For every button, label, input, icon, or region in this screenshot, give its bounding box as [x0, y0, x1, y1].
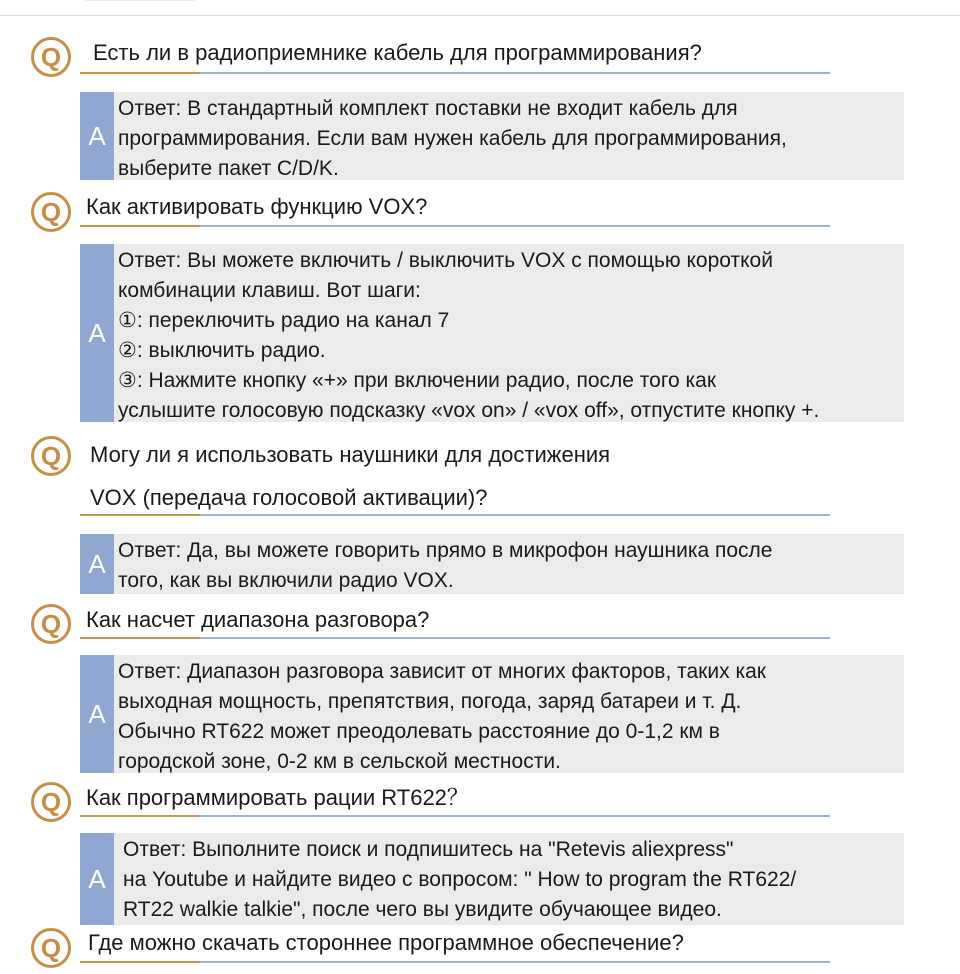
question-text: Где можно скачать стороннее программное обеспечение?	[88, 930, 684, 955]
question-badge: Q	[31, 928, 71, 968]
question-badge: Q	[31, 604, 71, 644]
question-text: Есть ли в радиоприемнике кабель для программирования?	[93, 40, 702, 65]
answer-line: комбинации клавиш. Вот шаги:	[118, 279, 421, 302]
answer-line: Обычно RT622 может преодолевать расстояние до 0-1,2 км в	[118, 720, 720, 743]
answer-line: Ответ: Вы можете включить / выключить VOX с помощью короткой	[118, 249, 773, 272]
top-faint-rule	[85, 0, 195, 1]
answer-line: RT22 walkie talkie", после чего вы увидите обучающее видео.	[123, 898, 722, 921]
question-underline	[80, 815, 830, 817]
answer-text	[118, 536, 900, 596]
question-text: Могу ли я использовать наушники для достижения	[90, 442, 611, 467]
answer-line: городской зоне, 0-2 км в сельской местности.	[118, 750, 561, 773]
answer-line: того, как вы включили радио VOX.	[118, 569, 454, 592]
answer-line: Ответ: Выполните поиск и подпишитесь на "Retevis aliexpress"	[123, 838, 734, 861]
answer-box	[80, 534, 904, 594]
answer-badge: A	[80, 655, 114, 773]
question-underline	[80, 961, 830, 963]
answer-box	[80, 833, 904, 925]
answer-line: на Youtube и найдите видео с вопросом: " How to program the RT622/	[123, 868, 797, 891]
answer-badge: A	[80, 833, 114, 925]
answer-text	[118, 246, 900, 426]
question-badge: Q	[31, 37, 71, 77]
question-underline	[80, 225, 830, 227]
question-text: Как активировать функцию VOX?	[86, 194, 428, 219]
answer-badge: A	[80, 244, 114, 422]
answer-line: программирования. Если вам нужен кабель для программирования,	[118, 127, 787, 150]
question-badge: Q	[31, 782, 71, 822]
answer-line: выходная мощность, препятствия, погода, заряд батареи и т. Д.	[118, 690, 742, 713]
question-underline	[80, 514, 830, 516]
answer-line: ①: переключить радио на канал 7	[118, 309, 450, 332]
answer-line: ③: Нажмите кнопку «+» при включении радио, после того как	[118, 369, 717, 392]
top-divider	[0, 15, 960, 16]
answer-badge: A	[80, 534, 114, 594]
question-underline	[80, 72, 830, 74]
answer-box	[80, 655, 904, 773]
question-badge: Q	[31, 192, 71, 232]
question-text: Как насчет диапазона разговора?	[86, 607, 430, 632]
answer-line: Ответ: В стандартный комплект поставки не входит кабель для	[118, 97, 738, 120]
question-underline	[80, 637, 830, 639]
answer-line: Ответ: Диапазон разговора зависит от многих факторов, таких как	[118, 660, 766, 683]
answer-box	[80, 92, 904, 180]
question-text: Как программировать рации RT622？	[86, 785, 469, 810]
question-text: VOX (передача голосовой активации)?	[90, 485, 488, 510]
answer-box	[80, 244, 904, 422]
answer-line: Ответ: Да, вы можете говорить прямо в микрофон наушника после	[118, 539, 773, 562]
question-badge: Q	[31, 436, 71, 476]
answer-text	[118, 94, 900, 184]
answer-text	[118, 657, 900, 777]
answer-line: выберите пакет C/D/K.	[118, 157, 339, 180]
answer-badge: A	[80, 92, 114, 180]
answer-line: ②: выключить радио.	[118, 339, 326, 362]
answer-text	[123, 835, 900, 925]
answer-line: услышите голосовую подсказку «vox on» / «vox off», отпустите кнопку +.	[118, 399, 820, 422]
